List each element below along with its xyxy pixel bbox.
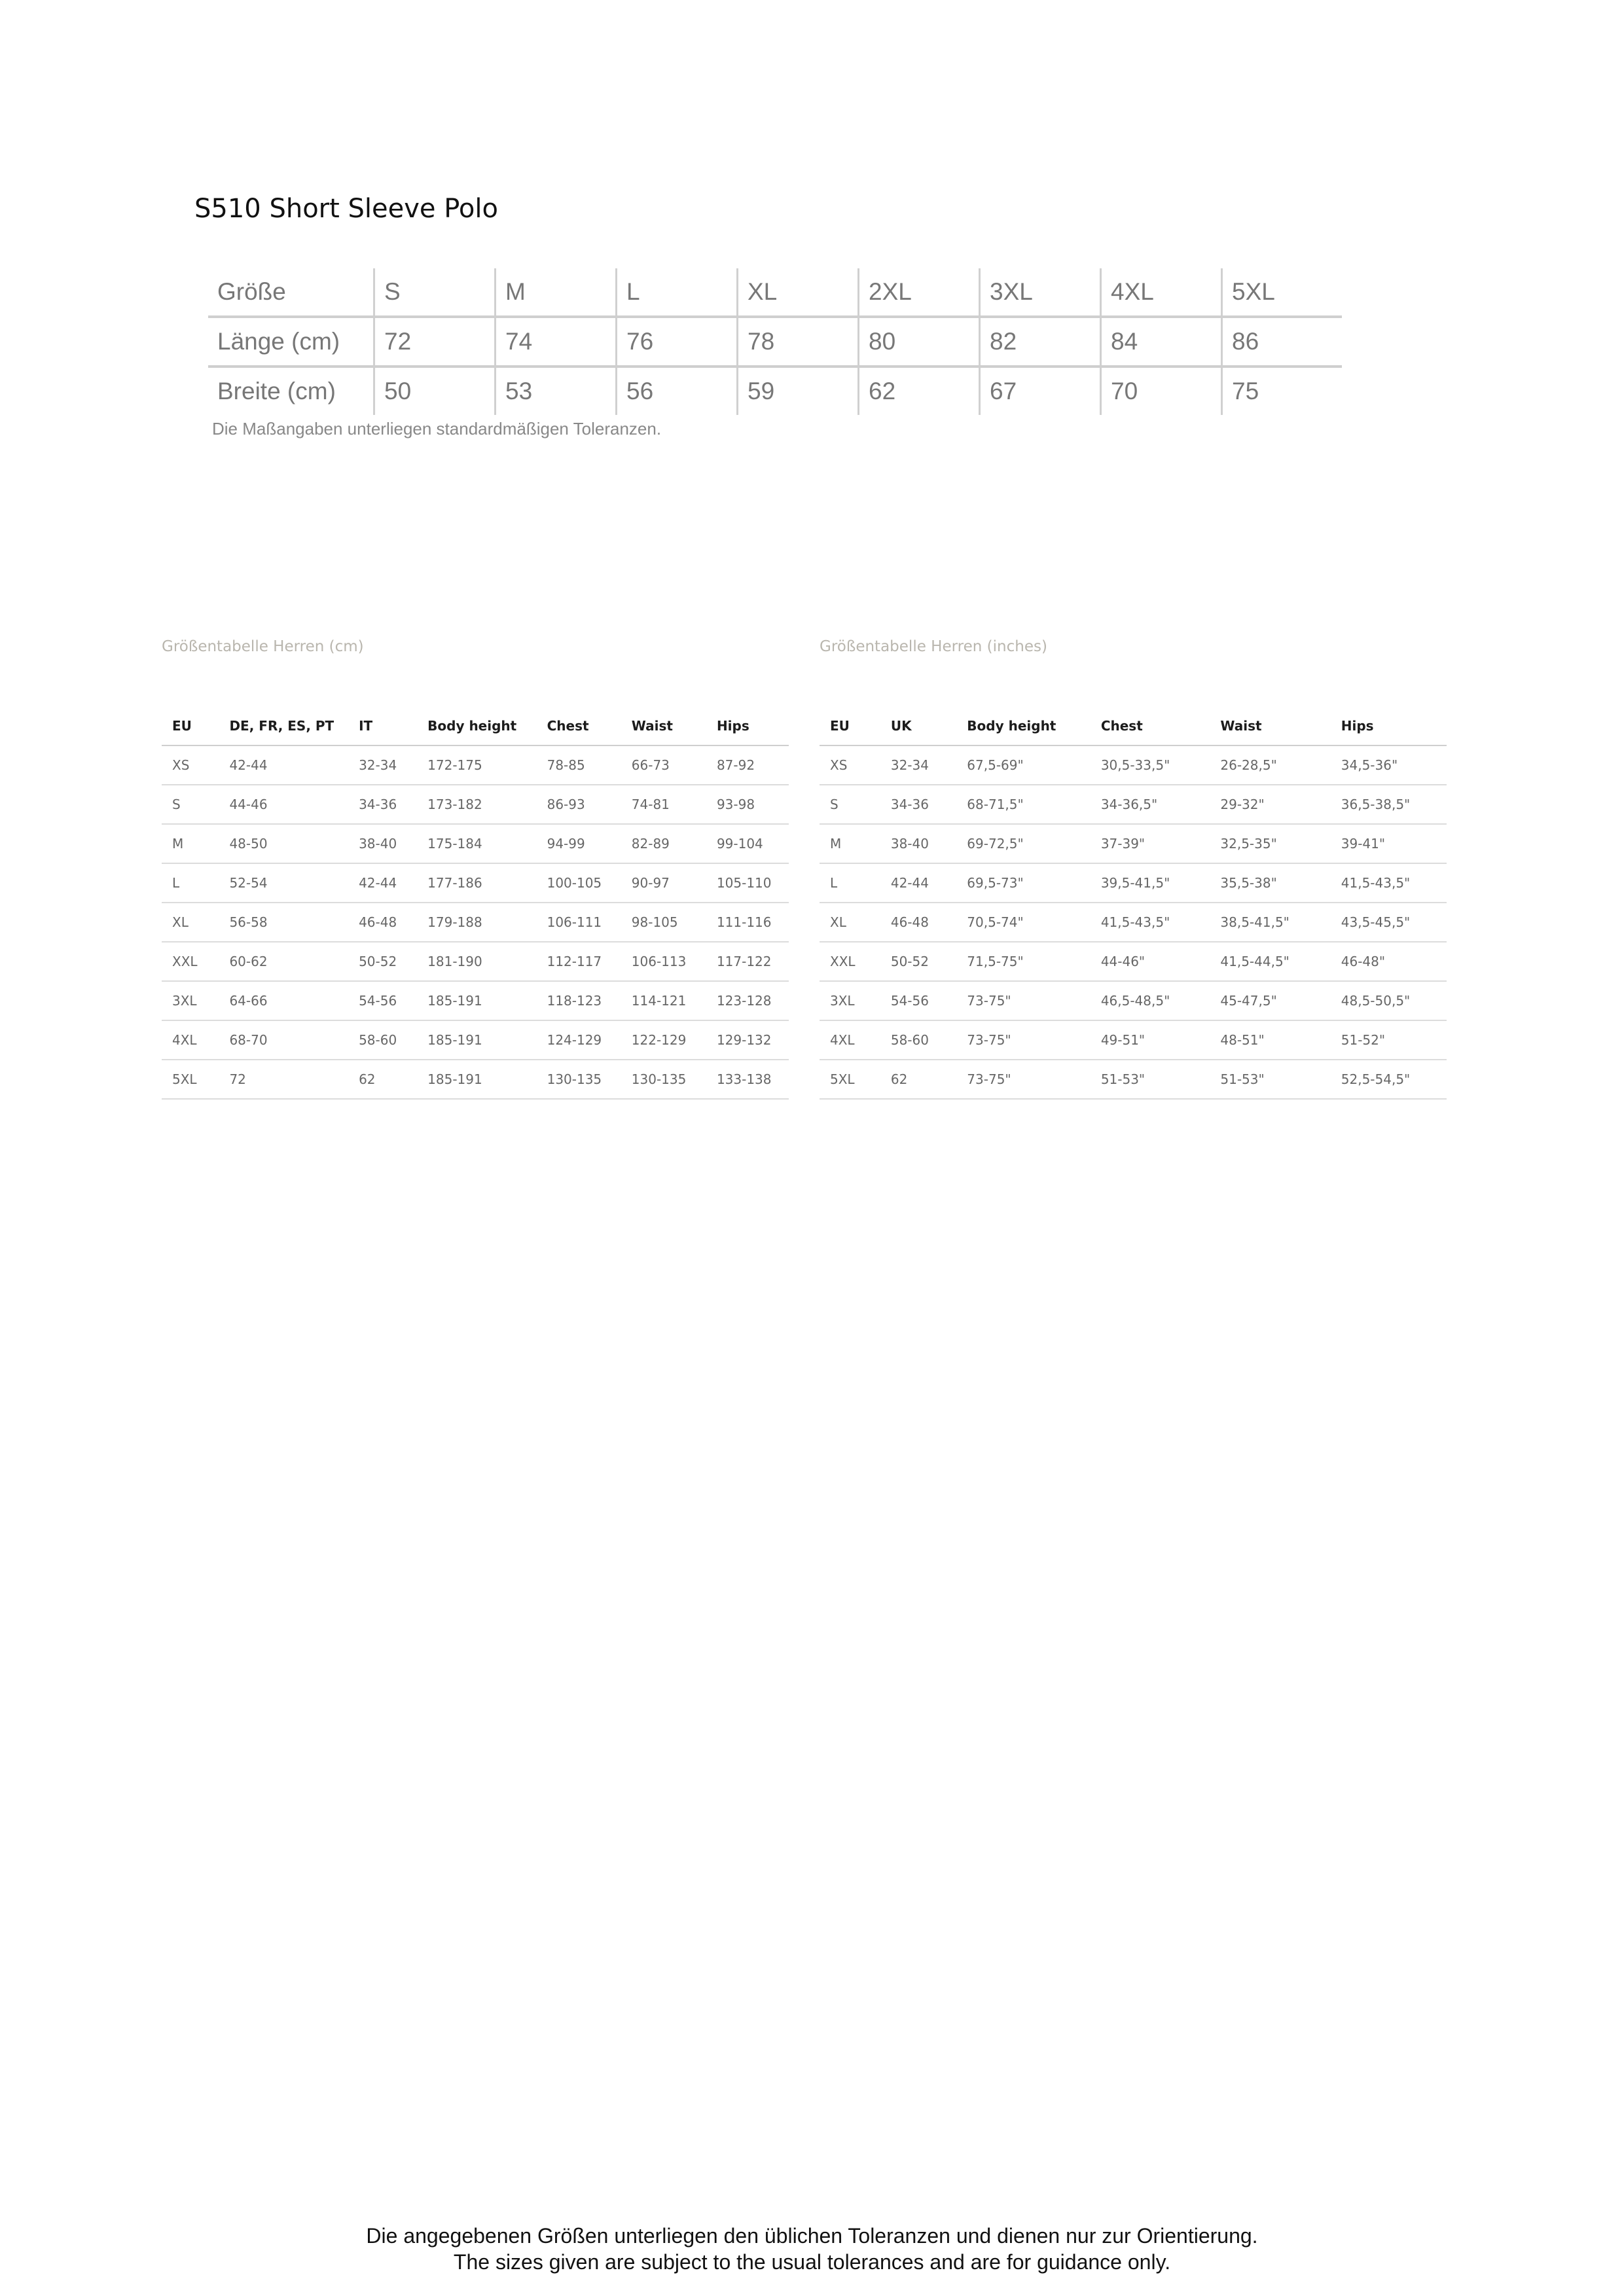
- table-cell: XXL: [162, 942, 219, 981]
- size-table-cell: 70: [1101, 367, 1222, 415]
- table-cell: M: [162, 824, 219, 863]
- table-cell: 26-28,5": [1210, 745, 1330, 785]
- table-cell: 117-122: [706, 942, 789, 981]
- table-cell: 123-128: [706, 981, 789, 1020]
- table-cell: 112-117: [537, 942, 621, 981]
- table-cell: 38-40: [348, 824, 417, 863]
- footer-note-en: The sizes given are subject to the usual tolerances and are for guidance only.: [453, 2250, 1171, 2274]
- size-table-row-length: [208, 317, 1342, 367]
- table-cell: 44-46: [219, 785, 348, 824]
- table-cell: 3XL: [820, 981, 880, 1020]
- table-cell: 32-34: [880, 745, 956, 785]
- size-table-cell: S: [374, 268, 496, 317]
- size-table-cell: M: [496, 268, 617, 317]
- size-table-cell: 75: [1222, 367, 1343, 415]
- table-cell: 73-75": [956, 1060, 1091, 1099]
- table-cell: 64-66: [219, 981, 348, 1020]
- table-cell: 34-36,5": [1091, 785, 1210, 824]
- table-cell: 93-98: [706, 785, 789, 824]
- size-table-cell: 56: [617, 367, 738, 415]
- column-header: EU: [820, 707, 880, 745]
- table-cell: XL: [820, 903, 880, 942]
- table-cell: 38,5-41,5": [1210, 903, 1330, 942]
- table-cell: 34-36: [880, 785, 956, 824]
- table-cell: XS: [162, 745, 219, 785]
- table-cell: 34-36: [348, 785, 417, 824]
- footer-note-de: Die angegebenen Größen unterliegen den üblichen Toleranzen und dienen nur zur Orientierung.: [366, 2224, 1258, 2248]
- table-cell: 44-46": [1091, 942, 1210, 981]
- table-cell: 34,5-36": [1331, 745, 1447, 785]
- size-chart-cm: [162, 707, 789, 1100]
- table-cell: 41,5-43,5": [1091, 903, 1210, 942]
- table-cell: 185-191: [417, 981, 536, 1020]
- table-cell: 69,5-73": [956, 863, 1091, 903]
- column-header: Waist: [621, 707, 706, 745]
- table-cell: 5XL: [162, 1060, 219, 1099]
- column-header: Chest: [537, 707, 621, 745]
- column-header: Chest: [1091, 707, 1210, 745]
- column-header: Body height: [417, 707, 536, 745]
- size-table-cell: L: [617, 268, 738, 317]
- table-cell: 42-44: [348, 863, 417, 903]
- table-row: [162, 942, 789, 981]
- table-cell: 67,5-69": [956, 745, 1091, 785]
- table-cell: 111-116: [706, 903, 789, 942]
- table-row: [162, 1020, 789, 1060]
- column-header: Body height: [956, 707, 1091, 745]
- table-row: [820, 824, 1447, 863]
- table-cell: XXL: [820, 942, 880, 981]
- size-table-cell: 2XL: [859, 268, 980, 317]
- size-table-cell: 76: [617, 317, 738, 367]
- table-cell: 54-56: [880, 981, 956, 1020]
- chart-in-caption: Größentabelle Herren (inches): [820, 638, 1047, 655]
- table-cell: 62: [348, 1060, 417, 1099]
- table-cell: 46-48: [348, 903, 417, 942]
- table-cell: 71,5-75": [956, 942, 1091, 981]
- table-cell: 86-93: [537, 785, 621, 824]
- size-table-cell: Größe: [208, 268, 374, 317]
- table-cell: S: [162, 785, 219, 824]
- table-cell: 38-40: [880, 824, 956, 863]
- table-cell: 106-113: [621, 942, 706, 981]
- table-cell: 41,5-43,5": [1331, 863, 1447, 903]
- table-cell: L: [820, 863, 880, 903]
- column-header: UK: [880, 707, 956, 745]
- table-cell: 48-51": [1210, 1020, 1330, 1060]
- table-cell: 129-132: [706, 1020, 789, 1060]
- table-header-row: [820, 707, 1447, 745]
- size-table-cell: 86: [1222, 317, 1343, 367]
- size-table-cell: 72: [374, 317, 496, 367]
- size-table-cell: 67: [980, 367, 1101, 415]
- table-cell: 122-129: [621, 1020, 706, 1060]
- chart-cm-body: [162, 745, 789, 1099]
- size-table-cell: 82: [980, 317, 1101, 367]
- table-cell: 50-52: [880, 942, 956, 981]
- table-cell: XS: [820, 745, 880, 785]
- table-cell: 48,5-50,5": [1331, 981, 1447, 1020]
- table-cell: 78-85: [537, 745, 621, 785]
- table-cell: 42-44: [880, 863, 956, 903]
- table-row: [162, 863, 789, 903]
- table-cell: 50-52: [348, 942, 417, 981]
- table-cell: 3XL: [162, 981, 219, 1020]
- polo-size-table: [208, 268, 1342, 415]
- table-cell: 46,5-48,5": [1091, 981, 1210, 1020]
- chart-in-body: [820, 745, 1447, 1099]
- table-row: [162, 785, 789, 824]
- table-cell: XL: [162, 903, 219, 942]
- table-cell: 49-51": [1091, 1020, 1210, 1060]
- table-cell: 98-105: [621, 903, 706, 942]
- table-cell: 72: [219, 1060, 348, 1099]
- size-table-cell: 5XL: [1222, 268, 1343, 317]
- size-table-cell: 50: [374, 367, 496, 415]
- table-cell: 185-191: [417, 1020, 536, 1060]
- chart-cm-caption: Größentabelle Herren (cm): [162, 638, 364, 655]
- table-row: [162, 824, 789, 863]
- size-table-cell: 74: [496, 317, 617, 367]
- table-cell: 62: [880, 1060, 956, 1099]
- table-row: [162, 981, 789, 1020]
- size-table-cell: 84: [1101, 317, 1222, 367]
- size-table-row-width: [208, 367, 1342, 415]
- table-cell: 46-48": [1331, 942, 1447, 981]
- size-table-cell: 4XL: [1101, 268, 1222, 317]
- size-table-cell: 62: [859, 367, 980, 415]
- column-header: IT: [348, 707, 417, 745]
- table-row: [820, 1020, 1447, 1060]
- table-cell: 130-135: [537, 1060, 621, 1099]
- table-cell: 118-123: [537, 981, 621, 1020]
- table-cell: 58-60: [348, 1020, 417, 1060]
- table-cell: 4XL: [820, 1020, 880, 1060]
- size-table-cell: 78: [738, 317, 859, 367]
- table-cell: 74-81: [621, 785, 706, 824]
- table-cell: 37-39": [1091, 824, 1210, 863]
- table-cell: 130-135: [621, 1060, 706, 1099]
- table-cell: 124-129: [537, 1020, 621, 1060]
- table-cell: 73-75": [956, 1020, 1091, 1060]
- table-cell: 175-184: [417, 824, 536, 863]
- table-row: [820, 981, 1447, 1020]
- table-cell: 42-44: [219, 745, 348, 785]
- table-cell: 32-34: [348, 745, 417, 785]
- table-cell: M: [820, 824, 880, 863]
- size-table-row-sizes: [208, 268, 1342, 317]
- table-row: [162, 1060, 789, 1099]
- table-cell: 56-58: [219, 903, 348, 942]
- table-cell: 51-52": [1331, 1020, 1447, 1060]
- size-chart-inches: [820, 707, 1447, 1100]
- size-table-cell: XL: [738, 268, 859, 317]
- table-header-row: [162, 707, 789, 745]
- column-header: DE, FR, ES, PT: [219, 707, 348, 745]
- table-cell: 52,5-54,5": [1331, 1060, 1447, 1099]
- size-table-cell: 80: [859, 317, 980, 367]
- table-cell: 114-121: [621, 981, 706, 1020]
- table-cell: 172-175: [417, 745, 536, 785]
- table-cell: L: [162, 863, 219, 903]
- table-cell: 30,5-33,5": [1091, 745, 1210, 785]
- table-cell: 46-48: [880, 903, 956, 942]
- table-cell: 51-53": [1091, 1060, 1210, 1099]
- table-cell: 41,5-44,5": [1210, 942, 1330, 981]
- table-cell: 82-89: [621, 824, 706, 863]
- table-row: [820, 745, 1447, 785]
- table-cell: 54-56: [348, 981, 417, 1020]
- table-cell: 66-73: [621, 745, 706, 785]
- table-cell: 29-32": [1210, 785, 1330, 824]
- table-cell: 45-47,5": [1210, 981, 1330, 1020]
- table-row: [162, 903, 789, 942]
- table-row: [820, 903, 1447, 942]
- table-cell: 39-41": [1331, 824, 1447, 863]
- table-cell: 173-182: [417, 785, 536, 824]
- table-cell: 39,5-41,5": [1091, 863, 1210, 903]
- column-header: EU: [162, 707, 219, 745]
- table-cell: 106-111: [537, 903, 621, 942]
- table-cell: 69-72,5": [956, 824, 1091, 863]
- size-table-cell: 3XL: [980, 268, 1101, 317]
- size-table-cell: 53: [496, 367, 617, 415]
- table-cell: 58-60: [880, 1020, 956, 1060]
- table-cell: 133-138: [706, 1060, 789, 1099]
- table-row: [820, 942, 1447, 981]
- table-cell: 73-75": [956, 981, 1091, 1020]
- table-cell: 4XL: [162, 1020, 219, 1060]
- table-cell: 90-97: [621, 863, 706, 903]
- table-cell: 94-99: [537, 824, 621, 863]
- table-cell: 5XL: [820, 1060, 880, 1099]
- table-cell: 177-186: [417, 863, 536, 903]
- table-cell: 36,5-38,5": [1331, 785, 1447, 824]
- column-header: Hips: [706, 707, 789, 745]
- size-table-cell: 59: [738, 367, 859, 415]
- page-title: S510 Short Sleeve Polo: [194, 194, 498, 224]
- table-cell: 181-190: [417, 942, 536, 981]
- table-cell: 52-54: [219, 863, 348, 903]
- table-cell: 43,5-45,5": [1331, 903, 1447, 942]
- table-row: [820, 1060, 1447, 1099]
- table-cell: 87-92: [706, 745, 789, 785]
- table-row: [820, 785, 1447, 824]
- table-cell: 32,5-35": [1210, 824, 1330, 863]
- table-cell: 100-105: [537, 863, 621, 903]
- table-cell: 185-191: [417, 1060, 536, 1099]
- table-cell: 70,5-74": [956, 903, 1091, 942]
- column-header: Hips: [1331, 707, 1447, 745]
- table-cell: 48-50: [219, 824, 348, 863]
- table-cell: 35,5-38": [1210, 863, 1330, 903]
- table-row: [162, 745, 789, 785]
- size-table-note: Die Maßangaben unterliegen standardmäßigen Toleranzen.: [212, 419, 662, 439]
- table-cell: 60-62: [219, 942, 348, 981]
- table-cell: 68-70: [219, 1020, 348, 1060]
- table-cell: S: [820, 785, 880, 824]
- table-cell: 105-110: [706, 863, 789, 903]
- table-row: [820, 863, 1447, 903]
- table-cell: 51-53": [1210, 1060, 1330, 1099]
- table-cell: 68-71,5": [956, 785, 1091, 824]
- size-table-cell: Länge (cm): [208, 317, 374, 367]
- column-header: Waist: [1210, 707, 1330, 745]
- table-cell: 99-104: [706, 824, 789, 863]
- size-table-cell: Breite (cm): [217, 378, 336, 404]
- table-cell: 179-188: [417, 903, 536, 942]
